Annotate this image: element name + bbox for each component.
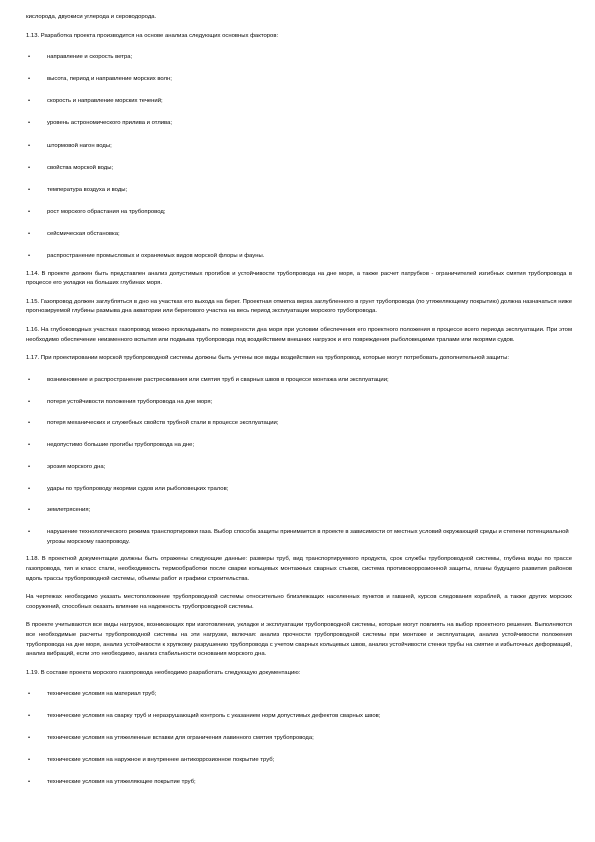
bullet-icon: • bbox=[28, 529, 31, 536]
bullet-icon: • bbox=[28, 778, 31, 785]
list-item: • технические условия на сварку труб и неразрушающий контроль с указанием норм допустимых дефектов сварных швов; bbox=[26, 712, 572, 722]
paragraph-1-13: 1.13. Разработка проекта производится на основе анализа следующих основных факторов: bbox=[26, 32, 279, 39]
list-item: • свойства морской воды; bbox=[26, 164, 572, 174]
list-item: • нарушение технологического режима транспортировки газа. Выбор способа защиты принимается в проекте в зависимости от местных условий окружающей среды и степени потенциальной угрозы морскому газопроводу. bbox=[28, 529, 569, 545]
list-item: • распространение промысловых и охраняемых видов морской флоры и фауны. bbox=[26, 252, 572, 262]
list-item: • эрозия морского дна; bbox=[26, 463, 572, 473]
document-page bbox=[26, 13, 572, 787]
list-item: • удары по трубопроводу якорями судов или рыболовецких тралов; bbox=[26, 485, 572, 495]
bullet-icon: • bbox=[28, 76, 31, 83]
list-item: • сейсмическая обстановка; bbox=[26, 230, 572, 240]
bullet-icon: • bbox=[28, 442, 31, 449]
list-item: • температура воздуха и воды; bbox=[26, 186, 572, 196]
paragraph-1-16: 1.16. На глубоководных участках газопровод можно прокладывать по поверхности дна моря при условии обеспечения его проектного положения в процессе всего периода эксплуатации. При этом необходимо обеспечение неизменного вспытия или подмыва трубопровода под воздействием внешних нагрузок и его повреждения рыболовецкими тралами или якорями судов. bbox=[26, 327, 572, 343]
bullet-icon: • bbox=[28, 420, 31, 427]
bullet-icon: • bbox=[28, 713, 31, 720]
list-item: • технические условия на наружное и внутреннее антикоррозионное покрытие труб; bbox=[26, 756, 572, 766]
paragraph-loads: В проекте учитываются все виды нагрузок, возникающих при изготовлении, укладке и эксплуатации трубопроводной системы, которые могут повлиять на выбор проектного решения. Выполняются все необходимые расчеты трубопроводной системы на эти нагрузки, включая: анализ прочности трубопроводной системы при монтаже и эксплуатации, анализ устойчивости положения трубопровода на дне моря, анализ устойчивости к хрупкому разрушению трубопровода с учетом сварных кольцевых швов, анализ устойчивости стенки трубы на смятие и избыточных деформаций, анализ вибраций, если это необходимо, анализ стабильности основания морского дна. bbox=[26, 622, 572, 658]
list-item: • возникновение и распространение растрескивания или смятия труб и сварных швов в процессе монтажа или эксплуатации; bbox=[26, 376, 572, 386]
bullet-icon: • bbox=[28, 398, 31, 405]
paragraph-1-18: 1.18. В проектной документации должны быть отражены следующие данные: размеры труб, вид транспортируемого продукта, срок службы трубопроводной системы, глубина воды по трассе газопровода, тип и класс стали, необходимость термообработки после сварки кольцевых монтажных сварных стыков, система противокоррозионной защиты, планы будущего развития районов вдоль трассы трубопроводной системы, объемы работ и графики строительства. bbox=[26, 556, 572, 582]
list-item: • землетрясения; bbox=[26, 506, 572, 516]
list-item: • потеря устойчивости положения трубопровода на дне моря; bbox=[26, 398, 572, 408]
bullet-icon: • bbox=[28, 208, 31, 215]
list-item: • потеря механических и служебных свойств трубной стали в процессе эксплуатации; bbox=[26, 419, 572, 429]
bullet-icon: • bbox=[28, 691, 31, 698]
paragraph-1-19: 1.19. В составе проекта морского газопровода необходимо разработать следующую документацию: bbox=[26, 669, 301, 676]
list-item: • технические условия на утяжеляющее покрытие труб; bbox=[26, 778, 572, 788]
list-item: • уровень астрономического прилива и отлива; bbox=[26, 119, 572, 129]
bullet-icon: • bbox=[28, 142, 31, 149]
list-item: • скорость и направление морских течений; bbox=[26, 97, 572, 107]
list-item: • высота, период и направление морских волн; bbox=[26, 75, 572, 85]
paragraph-1-17: 1.17. При проектировании морской трубопроводной системы должны быть учтены все виды воздействия на трубопровод, которые могут потребовать дополнительной защиты: bbox=[26, 355, 509, 362]
bullet-icon: • bbox=[28, 507, 31, 514]
paragraph-continuation: кислорода, двуокиси углерода и сероводорода. bbox=[26, 14, 157, 20]
bullet-icon: • bbox=[28, 463, 31, 470]
protections-list bbox=[26, 376, 572, 548]
bullet-icon: • bbox=[28, 734, 31, 741]
factors-list bbox=[26, 53, 572, 261]
list-item: • технические условия на материал труб; bbox=[26, 690, 572, 700]
list-item: • штормовой нагон воды; bbox=[26, 142, 572, 152]
paragraph-1-14: 1.14. В проекте должен быть представлен анализ допустимых прогибов и устойчивости трубопровода на дне моря, а также расчет патрубков - ограничителей изгибных смятия трубопровода в процессе его укладки на больших глубинах моря. bbox=[26, 270, 572, 287]
bullet-icon: • bbox=[28, 230, 31, 237]
list-item: • технические условия на утяжеленные вставки для ограничения лавинного смятия трубопровода; bbox=[26, 734, 572, 744]
bullet-icon: • bbox=[28, 376, 31, 383]
bullet-icon: • bbox=[28, 120, 31, 127]
documentation-list bbox=[26, 690, 572, 787]
paragraph-1-15: 1.15. Газопровод должен заглубляться в дно на участках его выхода на берег. Проектная отметка верха заглубленного в грунт трубопровода (по утяжеляющему покрытию) должна назначаться ниже прогнозируемой глубины размыва дна акватории или берегового участка на весь период эксплуатации морского трубопровода. bbox=[26, 298, 572, 315]
list-item: • рост морского обрастания на трубопровод; bbox=[26, 208, 572, 218]
bullet-icon: • bbox=[28, 98, 31, 105]
list-item: • недопустимо большие прогибы трубопровода на дне; bbox=[26, 441, 572, 451]
paragraph-drawings: На чертежах необходимо указать местоположение трубопроводной системы относительно близлежащих населенных пунктов и гаваней, курсов следования кораблей, а также других морских сооружений, способных оказать влияние на надежность трубопроводной системы. bbox=[26, 594, 572, 610]
bullet-icon: • bbox=[28, 485, 31, 492]
bullet-icon: • bbox=[28, 54, 31, 61]
bullet-icon: • bbox=[28, 164, 31, 171]
bullet-icon: • bbox=[28, 756, 31, 763]
bullet-icon: • bbox=[28, 253, 31, 260]
list-item: • направление и скорость ветра; bbox=[26, 53, 572, 63]
bullet-icon: • bbox=[28, 186, 31, 193]
